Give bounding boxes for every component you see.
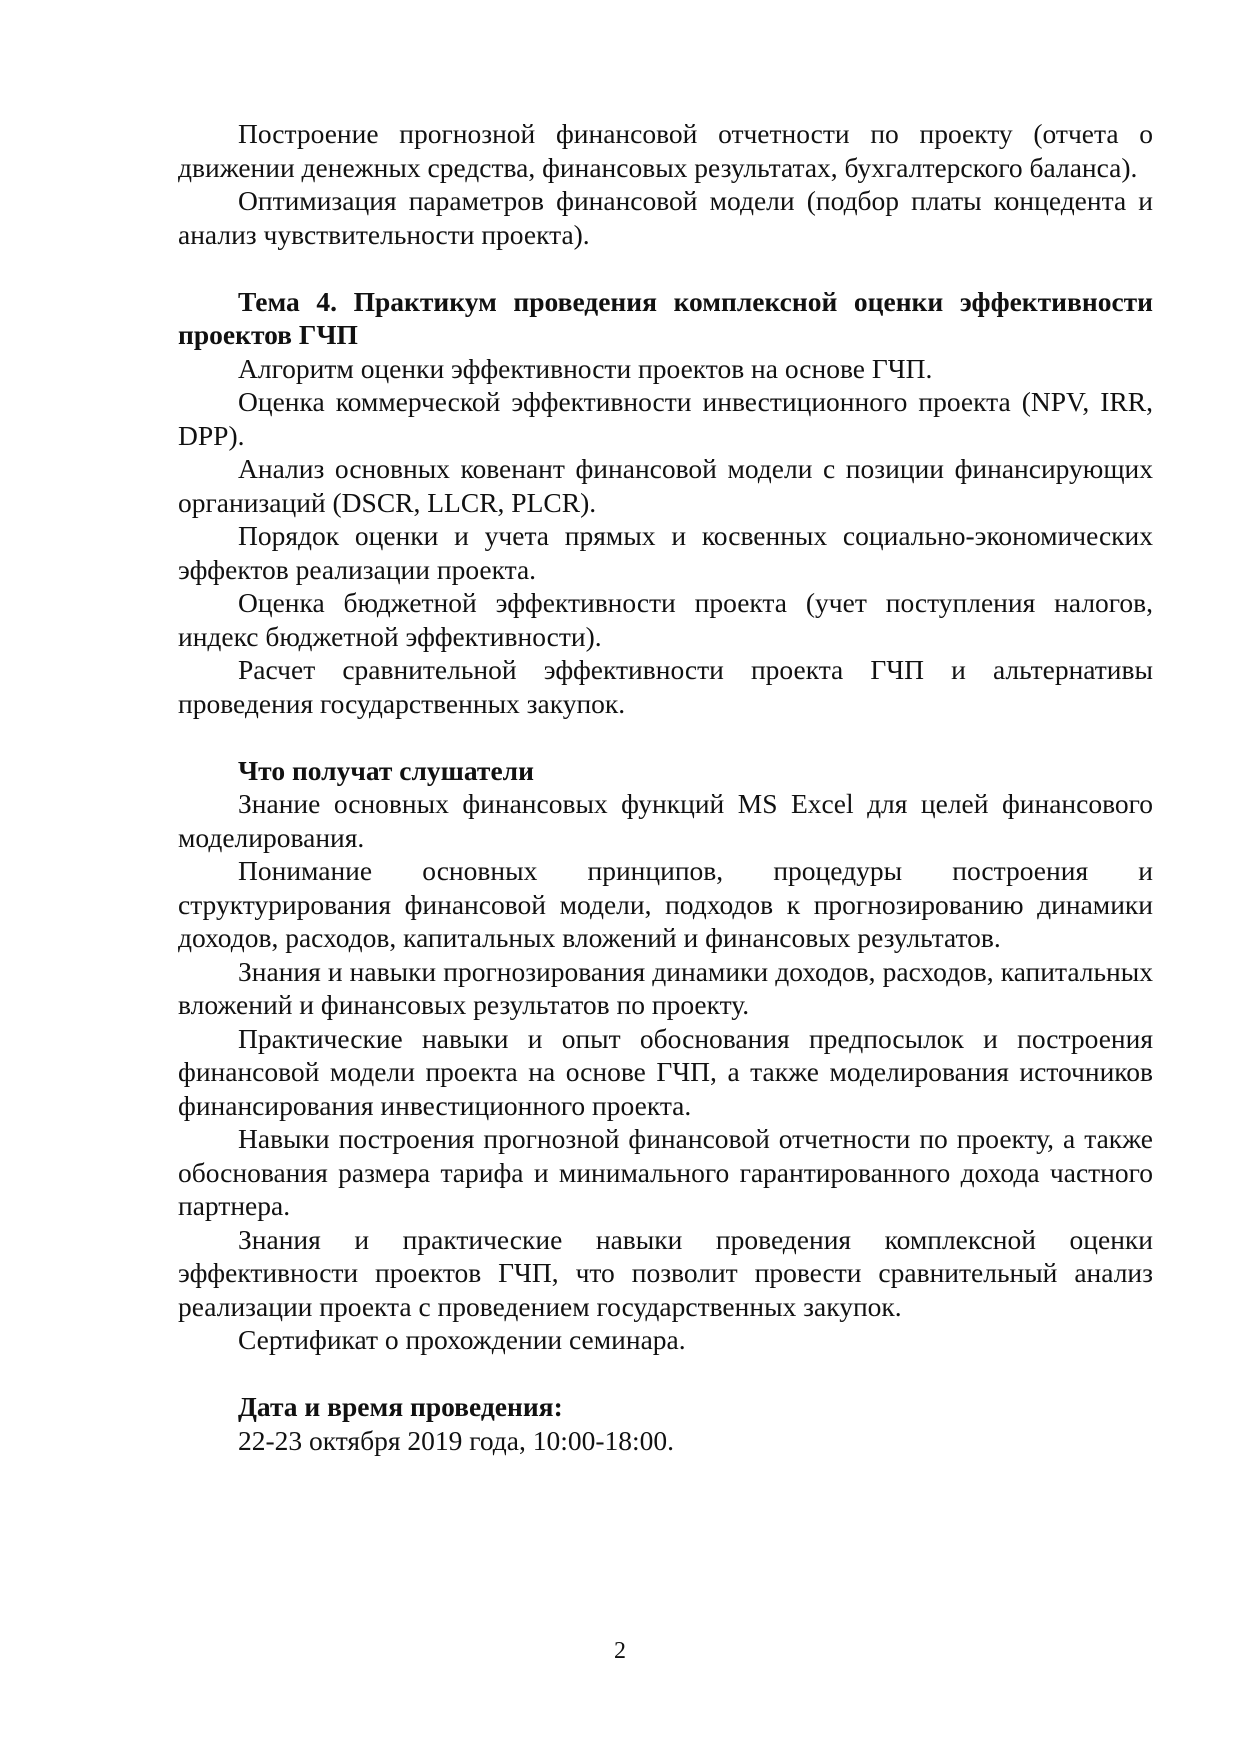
paragraph-covenants: Анализ основных ковенант финансовой модели с позиции финансирующих организаций (DSCR, LLCR, PLCR). — [178, 453, 1153, 518]
spacer — [178, 720, 1153, 754]
paragraph-excel-knowledge: Знание основных финансовых функций MS Excel для целей финансового моделирования. — [178, 788, 1153, 853]
outcomes-heading: Что получат слушатели — [238, 754, 534, 786]
paragraph-socio-economic-effects: Порядок оценки и учета прямых и косвенных социально-экономических эффектов реализации проекта. — [178, 520, 1153, 585]
topic4-section — [178, 285, 1153, 721]
paragraph-model-optimization: Оптимизация параметров финансовой модели (подбор платы концедента и анализ чувствительности проекта). — [178, 185, 1153, 250]
intro-section — [178, 117, 1153, 251]
schedule-heading: Дата и время проведения: — [238, 1391, 563, 1422]
paragraph-certificate: Сертификат о прохождении семинара. — [238, 1324, 686, 1355]
topic4-heading: Тема 4. Практикум проведения комплексной оценки эффективности проектов ГЧП — [178, 285, 1153, 350]
document-page — [178, 117, 1153, 1457]
spacer — [178, 1357, 1153, 1391]
schedule-value: 22-23 октября 2019 года, 10:00-18:00. — [238, 1424, 675, 1456]
paragraph-reporting-skills: Навыки построения прогнозной финансовой отчетности по проекту, а также обоснования размера тарифа и минимального гарантированного дохода частного партнера. — [178, 1123, 1153, 1221]
page-number: 2 — [614, 1638, 626, 1664]
schedule-section — [178, 1390, 1153, 1457]
paragraph-practical-skills: Практические навыки и опыт обоснования предпосылок и построения финансовой модели проекта на основе ГЧП, а также моделирования источников финансирования инвестиционного проекта. — [178, 1022, 1153, 1121]
paragraph-budget-efficiency: Оценка бюджетной эффективности проекта (учет поступления налогов, индекс бюджетной эффективности). — [178, 587, 1153, 652]
paragraph-forecasting-skills: Знания и навыки прогнозирования динамики доходов, расходов, капитальных вложений и финансовых результатов по проекту. — [178, 955, 1153, 1020]
paragraph-comparative-efficiency: Расчет сравнительной эффективности проекта ГЧП и альтернативы проведения государственных закупок. — [178, 654, 1153, 719]
paragraph-commercial-efficiency: Оценка коммерческой эффективности инвестиционного проекта (NPV, IRR, DPP). — [178, 386, 1153, 451]
paragraph-assessment-skills: Знания и практические навыки проведения комплексной оценки эффективности проектов ГЧП, что позволит провести сравнительный анализ реализации проекта с проведением государственных закупок. — [178, 1223, 1153, 1322]
outcomes-section — [178, 754, 1153, 1357]
spacer — [178, 251, 1153, 285]
paragraph-forecast-reporting: Построение прогнозной финансовой отчетности по проекту (отчета о движении денежных средства, финансовых результатах, бухгалтерского баланса). — [178, 118, 1153, 183]
paragraph-algorithm: Алгоритм оценки эффективности проектов на основе ГЧП. — [238, 352, 933, 384]
paragraph-model-principles: Понимание основных принципов, процедуры построения и структурирования финансовой модели, подходов к прогнозированию динамики доходов, расходов, капитальных вложений и финансовых результатов. — [178, 855, 1153, 953]
